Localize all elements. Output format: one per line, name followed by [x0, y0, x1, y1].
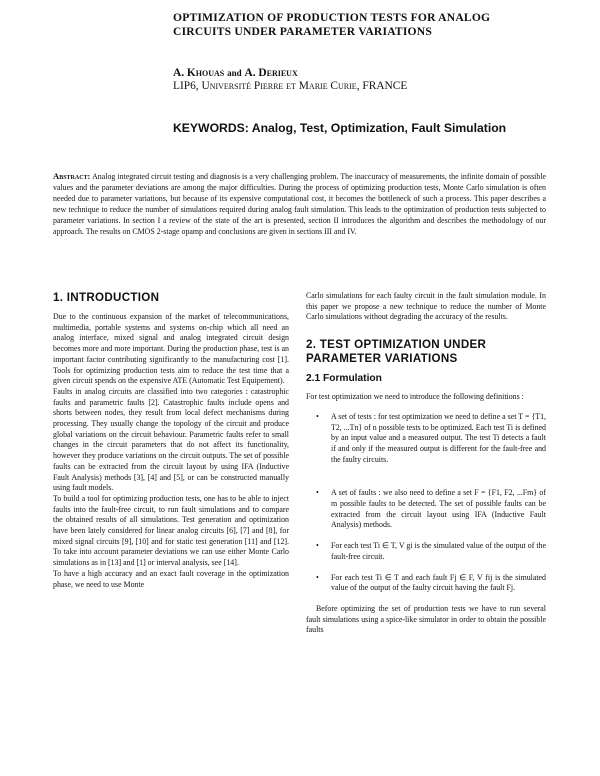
definition-faults-text: A set of faults : we also need to define a set F = {F1, F2, ...Fm} of m possible faults to be detected. The set of possible faults can be extracted from the circuit layout using IFA (Inductive Fault Analysis) methods. [331, 488, 546, 530]
abstract-text: Analog integrated circuit testing and diagnosis is a very challenging problem. The inaccuracy of measurements, the infinite domain of possible values and the parameter deviations are among the major difficulties. During the process of optimizing production tests, Monte Carlo simulation is often needed due to parameter variations, but because of its expensive computational cost, it becomes the bottleneck of such a process. This paper describes a new technique to reduce the number of simulations required during analog fault simulation. This leads to the optimization of production tests subjected to parameter variations. In section I a review of the state of the art is presented, section II introduces the algorithm and describes the methodology of our approach. The results on CMOS 2-stage opamp and conclusions are given in sections III and IV. [53, 172, 546, 236]
keywords-line: KEYWORDS: Analog, Test, Optimization, Fault Simulation [173, 121, 507, 135]
abstract-label: Abstract: [53, 171, 91, 181]
definition-fault-free-value [306, 541, 546, 562]
author-khouas: A. Khouas [173, 67, 225, 79]
closing-paragraph: Before optimizing the set of production tests we have to run several fault simulations using a spice-like simulator in order to obtain the possible faults [306, 603, 546, 635]
definition-tests [306, 412, 546, 466]
intro-paragraph-3: To build a tool for optimizing production tests, one has to be able to inject faults into the fault-free circuit, to run fault simulations and to compare the obtained results of all simulations. Test generation and optimization have been lately considered for linear analog circuits [6], [7] and [8], for mixed signal circuits [9], [10] and for static test generation [11] and [12]. To take into account parameter deviations we can use either Monte Carlo simulations as in [13] and [1] or interval analysis, see [14]. [53, 493, 289, 568]
bullet-icon: • [316, 488, 319, 498]
left-column [53, 291, 289, 590]
author-conjunction: and [227, 68, 242, 78]
bullet-icon: • [316, 411, 319, 421]
section-heading-test-optimization: 2. TEST OPTIMIZATION UNDER PARAMETER VARIATIONS [306, 338, 487, 366]
affiliation: LIP6, Université Pierre et Marie Curie, FRANCE [173, 80, 408, 92]
definition-fault-free-value-text: For each test Ti ∈ T, V gi is the simulated value of the output of the fault-free circuit. [331, 541, 546, 561]
subsection-heading-formulation: 2.1 Formulation [306, 373, 382, 385]
formulation-intro: For test optimization we need to introduce the following definitions : [306, 392, 524, 402]
definitions-list [306, 412, 546, 594]
definition-faulty-value-text: For each test Ti ∈ T and each fault Fj ∈ F, V fij is the simulated value of the output of the faulty circuit having the fault Fj. [331, 572, 546, 593]
definition-tests-text: A set of tests : for test optimization we need to define a set T = {T1, T2, ...Tn} of n possible tests to be optimized. Each test Ti is defined by an input value and a measured output. The test Ti detects a fault if and only if the measured output is different for the fault-free and the faulty circuits. [331, 411, 546, 464]
paper-title: OPTIMIZATION OF PRODUCTION TESTS FOR ANALOG CIRCUITS UNDER PARAMETER VARIATIONS [173, 11, 491, 38]
definition-faulty-value [306, 573, 546, 594]
bullet-icon: • [316, 541, 319, 551]
intro-paragraph-1: Due to the continuous expansion of the market of telecommunications, multimedia, portable systems and systems on-chip which all need an analog interface, mixed signal and analog integrated circuit design becomes more and more important. During the production phase, test is an important factor contributing significantly to the manufacturing cost [1]. Tools for optimizing production tests aim to reduce the test time that a given circuit spends on the expensive ATE (Automatic Test Equipement). [53, 312, 289, 386]
intro-paragraph-4: To have a high accuracy and an exact fault coverage in the optimization phase, we need to use Monte [53, 568, 289, 589]
abstract [53, 171, 546, 237]
right-column [306, 291, 546, 636]
bullet-icon: • [316, 572, 319, 582]
section-heading-introduction: 1. INTRODUCTION [53, 291, 160, 304]
intro-paragraph-2: Faults in analog circuits are classified into two categories : catastrophic faults and parametric faults [2]. Catastrophic faults include opens and shorts between nodes, they result from local defect mechanisms during processing. They usually change the topology of the circuit and produce global variations on the circuit behaviour. Parametric faults refer to small changes in the circuit parameters that do not affect its functionality, however they produce variations on the circuit outputs. The set of possible faults can be extracted from the circuit layout by using IFA (Inductive Fault Analysis) methods [3], [4] and [5], or can be constructed manually using fault models. [53, 386, 289, 493]
author-line [173, 66, 298, 80]
author-derieux: A. Derieux [244, 67, 298, 79]
definition-faults [306, 488, 546, 531]
continuation-paragraph: Carlo simulations for each faulty circuit in the fault simulation module. In this paper we propose a new technique to reduce the number of Monte Carlo simulations without degrading the accuracy of the results. [306, 291, 546, 322]
